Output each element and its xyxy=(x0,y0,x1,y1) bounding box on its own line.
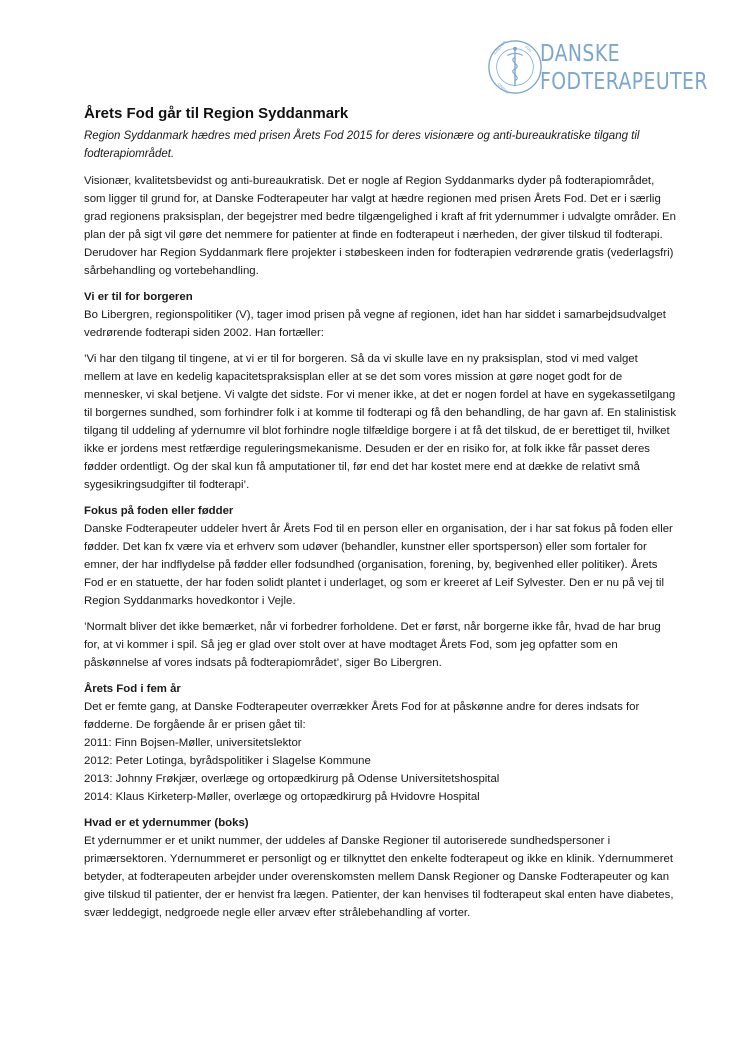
paragraph: Det er femte gang, at Danske Fodterapeuter overrækker Årets Fod for at påskønne andre for deres indsats for fødderne. De forgående år er prisen gået til: xyxy=(84,701,640,731)
article-title: Årets Fod går til Region Syddanmark xyxy=(84,105,349,122)
winner-list-item: 2013: Johnny Frøkjær, overlæge og ortopædkirurg på Odense Universitetshospital xyxy=(84,773,500,785)
section-heading: Årets Fod i fem år xyxy=(84,683,181,695)
quote-paragraph: ’Vi har den tilgang til tingene, at vi er til for borgeren. Så da vi skulle lave en ny praksisplan, stod vi med valget mellem at lave en kedelig kapacitetspraksisplan eller at se det som vores mission at gøre noget godt for de mennesker, vi skal betjene. Vi valgte det sidste. For vi mener ikke, at det er nogen fordel at have en sygekassetilgang til borgernes sundhed, som forhindrer folk i at komme til fodterapi og få den behandling, de har gavn af. En stalinistisk tilgang til uddeling af ydernumre vil blot forhindre nogle tilfældige borgere i at få det tilskud, de er berettiget til, hvilket ikke er jordens mest retfærdige reguleringsmekanisme. Desuden er der en risiko for, at folk ikke får passet deres fødder ordentligt. Og der skal kun få amputationer til, før end det har kostet mere end at dække de relativt små sygesikringsudgifter til fodterapi’. xyxy=(84,353,677,491)
svg-text:DANSKE: DANSKE xyxy=(496,82,510,96)
paragraph: Et ydernummer er et unikt nummer, der uddeles af Danske Regioner til autoriserede sundhedspersoner i primærsektoren. Ydernummeret er personligt og er tilknyttet den enkelte fodterapeut og ikke en klinik. Ydernummeret betyder, at fodterapeuten arbejder under overenskomsten mellem Dansk Regioner og Danske Fodterapeuter og kan give tilskud til patienter, der er henvist fra lægen. Patienter, der kan henvises til fodterapeut skal enten have diabetes, svær leddegigt, nedgroede negle eller arvæv efter strålebehandling af vorter. xyxy=(84,835,674,919)
danske-fodterapeuter-logo xyxy=(486,34,708,104)
logo-line-2: FODTERAPEUTER xyxy=(540,69,708,95)
caduceus-emblem-icon xyxy=(486,38,544,96)
logo-line-1: DANSKE xyxy=(540,41,620,67)
section-heading: Fokus på foden eller fødder xyxy=(84,505,234,517)
paragraph: Danske Fodterapeuter uddeler hvert år Årets Fod til en person eller en organisation, der i har sat fokus på foden eller fødder. Det kan fx være via et erhverv som udøver (behandler, kunstner eller sportsperson) eller som fortaler for emner, der har indflydelse på fødder eller fodsundhed (organisation, forening, by, begivenhed eller politiker). Årets Fod er en statuette, der har foden solidt plantet i underlaget, og som er kreeret af Leif Sylvester. Den er nu på vej til Region Syddanmarks hovedkontor i Vejle. xyxy=(84,523,673,607)
paragraph: Bo Libergren, regionspolitiker (V), tager imod prisen på vegne af regionen, idet han har siddet i samarbejdsudvalget vedrørende fodterapi siden 2002. Han fortæller: xyxy=(84,309,666,339)
section-borgeren xyxy=(84,288,676,494)
winner-list-item: 2011: Finn Bojsen-Møller, universitetslektor xyxy=(84,737,302,749)
quote-paragraph: ’Normalt bliver det ikke bemærket, når vi forbedrer forholdene. Det er først, når borgerne ikke får, hvad de har brug for, at vi kommer i spil. Så jeg er glad over stolt over at have modtaget Årets Fod, som jeg opfatter som en påskønnelse af vores indsats på fodterapiområdet’, siger Bo Libergren. xyxy=(84,621,661,669)
article xyxy=(84,104,676,930)
section-heading: Vi er til for borgeren xyxy=(84,291,193,303)
winner-list-item: 2014: Klaus Kirketerp-Møller, overlæge og ortopædkirurg på Hvidovre Hospital xyxy=(84,791,480,803)
article-subtitle: Region Syddanmark hædres med prisen Årets Fod 2015 for deres visionære og anti-bureaukratiske tilgang til fodterapiområdet. xyxy=(84,130,640,160)
section-ydernummer xyxy=(84,814,676,922)
intro-paragraph: Visionær, kvalitetsbevidst og anti-bureaukratisk. Det er nogle af Region Syddanmarks dyder på fodterapiområdet, som ligger til grund for, at Danske Fodterapeuter har valgt at hædre regionen med prisen Årets Fod. Det er i særlig grad regionens praksisplan, der begejstrer med bedre tilgængelighed i kraft af frit ydernummer i udvalgte områder. En plan der på sigt vil gøre det nemmere for patienter at finde en fodterapeut i nærheden, der giver tilskud til fodterapi. Derudover har Region Syddanmark flere projekter i støbeskeen inden for fodterapien vedrørende gratis (vederlagsfri) sårbehandling og vortebehandling. xyxy=(84,175,676,277)
section-heading: Hvad er et ydernummer (boks) xyxy=(84,817,249,829)
winner-list-item: 2012: Peter Lotinga, byrådspolitiker i Slagelse Kommune xyxy=(84,755,371,767)
logo-wordmark xyxy=(540,40,708,96)
section-fem-aar xyxy=(84,680,676,806)
section-fokus xyxy=(84,502,676,672)
svg-text:FOD: FOD xyxy=(524,45,533,54)
svg-text:SUNDHED: SUNDHED xyxy=(492,40,507,57)
